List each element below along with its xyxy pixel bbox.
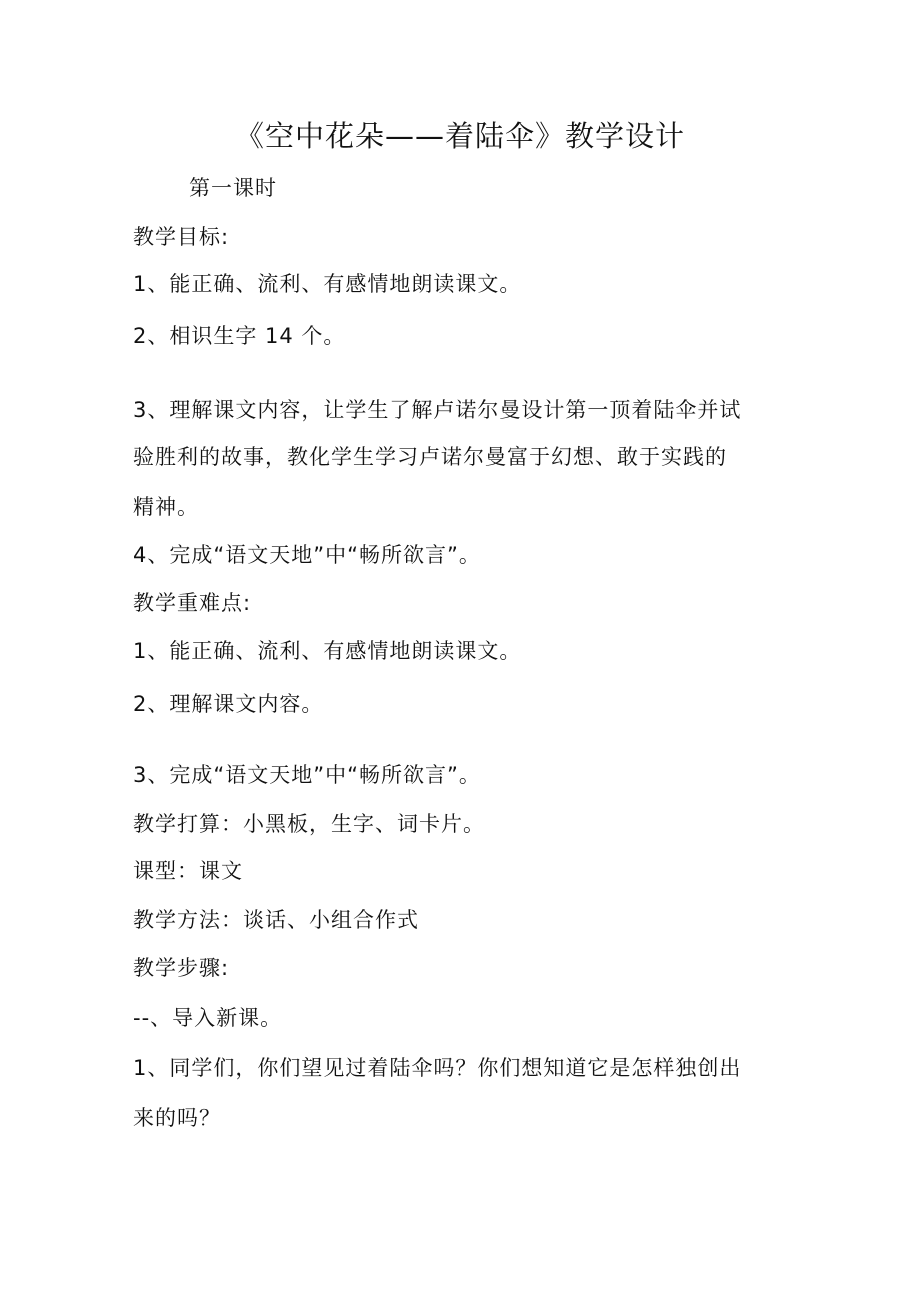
- text-line: 2、相识生字 14 个。: [133, 324, 346, 348]
- text-line: 来的吗？: [133, 1106, 221, 1130]
- text-line: 2、理解课文内容。: [133, 692, 324, 716]
- text-line: 教学重难点:: [133, 591, 252, 615]
- text-line: 精神。: [133, 495, 199, 519]
- text-line: 3、完成“语文天地”中“畅所欲言”。: [133, 763, 481, 787]
- text-line: 教学目标:: [133, 225, 230, 249]
- text-line: 1、同学们，你们望见过着陆伞吗？你们想知道它是怎样独创出: [133, 1056, 742, 1080]
- lesson-label: 第一课时: [189, 176, 277, 200]
- document-title: 《空中花朵——着陆伞》教学设计: [234, 119, 685, 153]
- text-line: 3、理解课文内容，让学生了解卢诺尔曼设计第一顶着陆伞并试: [133, 398, 742, 422]
- text-line: 4、完成“语文天地”中“畅所欲言”。: [133, 543, 481, 567]
- text-line: 1、能正确、流利、有感情地朗读课文。: [133, 639, 522, 663]
- text-line: 课型：课文: [133, 859, 243, 883]
- text-line: 验胜利的故事，教化学生学习卢诺尔曼富于幻想、敢于实践的: [133, 445, 727, 469]
- text-line: 1、能正确、流利、有感情地朗读课文。: [133, 272, 522, 296]
- text-line: 教学方法：谈话、小组合作式: [133, 908, 419, 932]
- text-line: 教学步骤:: [133, 956, 230, 980]
- text-line: 教学打算：小黑板，生字、词卡片。: [133, 812, 485, 836]
- text-line: --、导入新课。: [133, 1006, 283, 1030]
